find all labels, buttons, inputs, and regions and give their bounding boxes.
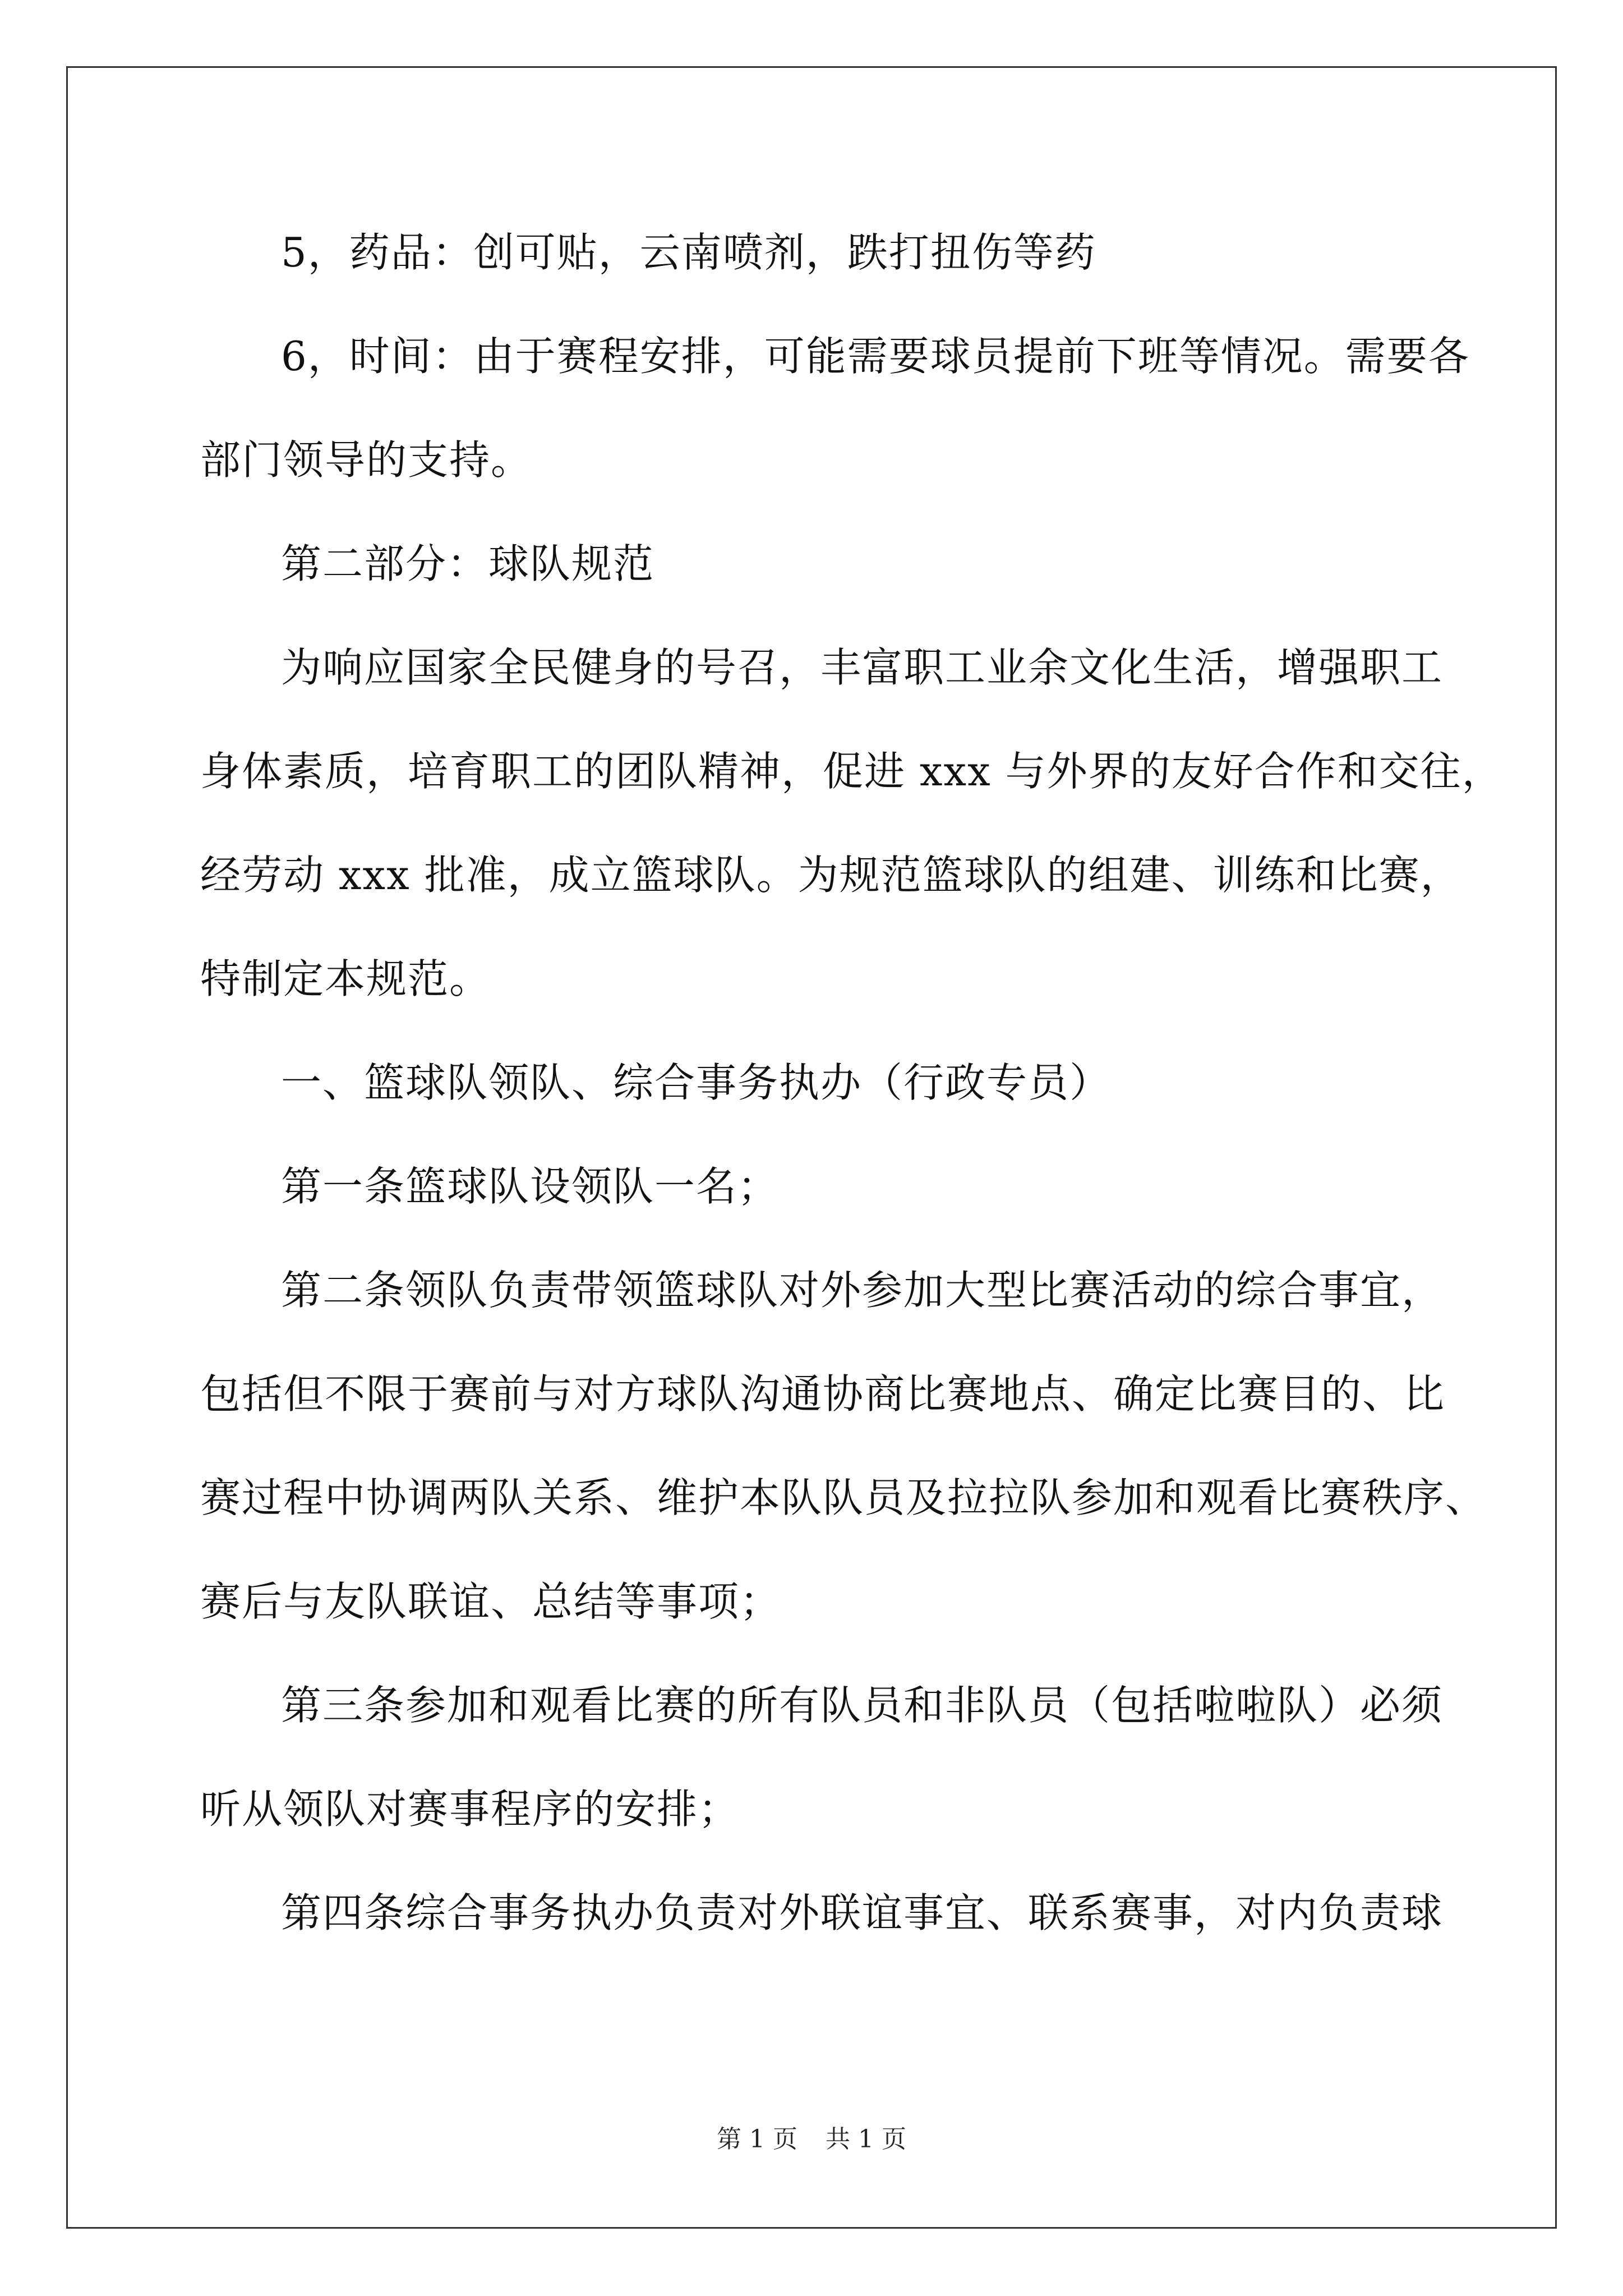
paragraph-line: 身体素质，培育职工的团队精神，促进 xxx 与外界的友好合作和交往， <box>200 748 1504 795</box>
paragraph-line: 部门领导的支持。 <box>200 436 533 484</box>
paragraph-line: 6，时间：由于赛程安排，可能需要球员提前下班等情况。需要各 <box>281 333 1470 380</box>
page-footer <box>0 2123 1623 2156</box>
page-number: 第 1 页 <box>717 2125 797 2154</box>
paragraph-line: 包括但不限于赛前与对方球队沟通协商比赛地点、确定比赛目的、比 <box>200 1370 1446 1418</box>
paragraph-line: 为响应国家全民健身的号召，丰富职工业余文化生活，增强职工 <box>281 644 1444 691</box>
page-total: 共 1 页 <box>826 2125 906 2154</box>
paragraph-line: 赛后与友队联谊、总结等事项； <box>200 1578 782 1625</box>
paragraph-line: 经劳动 xxx 批准，成立篮球队。为规范篮球队的组建、训练和比赛， <box>200 852 1462 899</box>
subsection-heading: 一、篮球队领队、综合事务执办（行政专员） <box>281 1059 1112 1106</box>
paragraph-line: 第四条综合事务执办负责对外联谊事宜、联系赛事，对内负责球 <box>281 1889 1444 1936</box>
paragraph-line: 第一条篮球队设领队一名； <box>281 1163 780 1210</box>
paragraph-line: 5，药品：创可贴，云南喷剂，跌打扭伤等药 <box>281 229 1096 276</box>
paragraph-line: 第三条参加和观看比赛的所有队员和非队员（包括啦啦队）必须 <box>281 1682 1444 1729</box>
paragraph-line: 赛过程中协调两队关系、维护本队队员及拉拉队参加和观看比赛秩序、 <box>200 1474 1487 1521</box>
paragraph-line: 听从领队对赛事程序的安排； <box>200 1786 740 1833</box>
paragraph-line: 特制定本规范。 <box>200 955 491 1002</box>
section-heading: 第二部分：球队规范 <box>281 540 655 587</box>
paragraph-line: 第二条领队负责带领篮球队对外参加大型比赛活动的综合事宜， <box>281 1267 1444 1314</box>
